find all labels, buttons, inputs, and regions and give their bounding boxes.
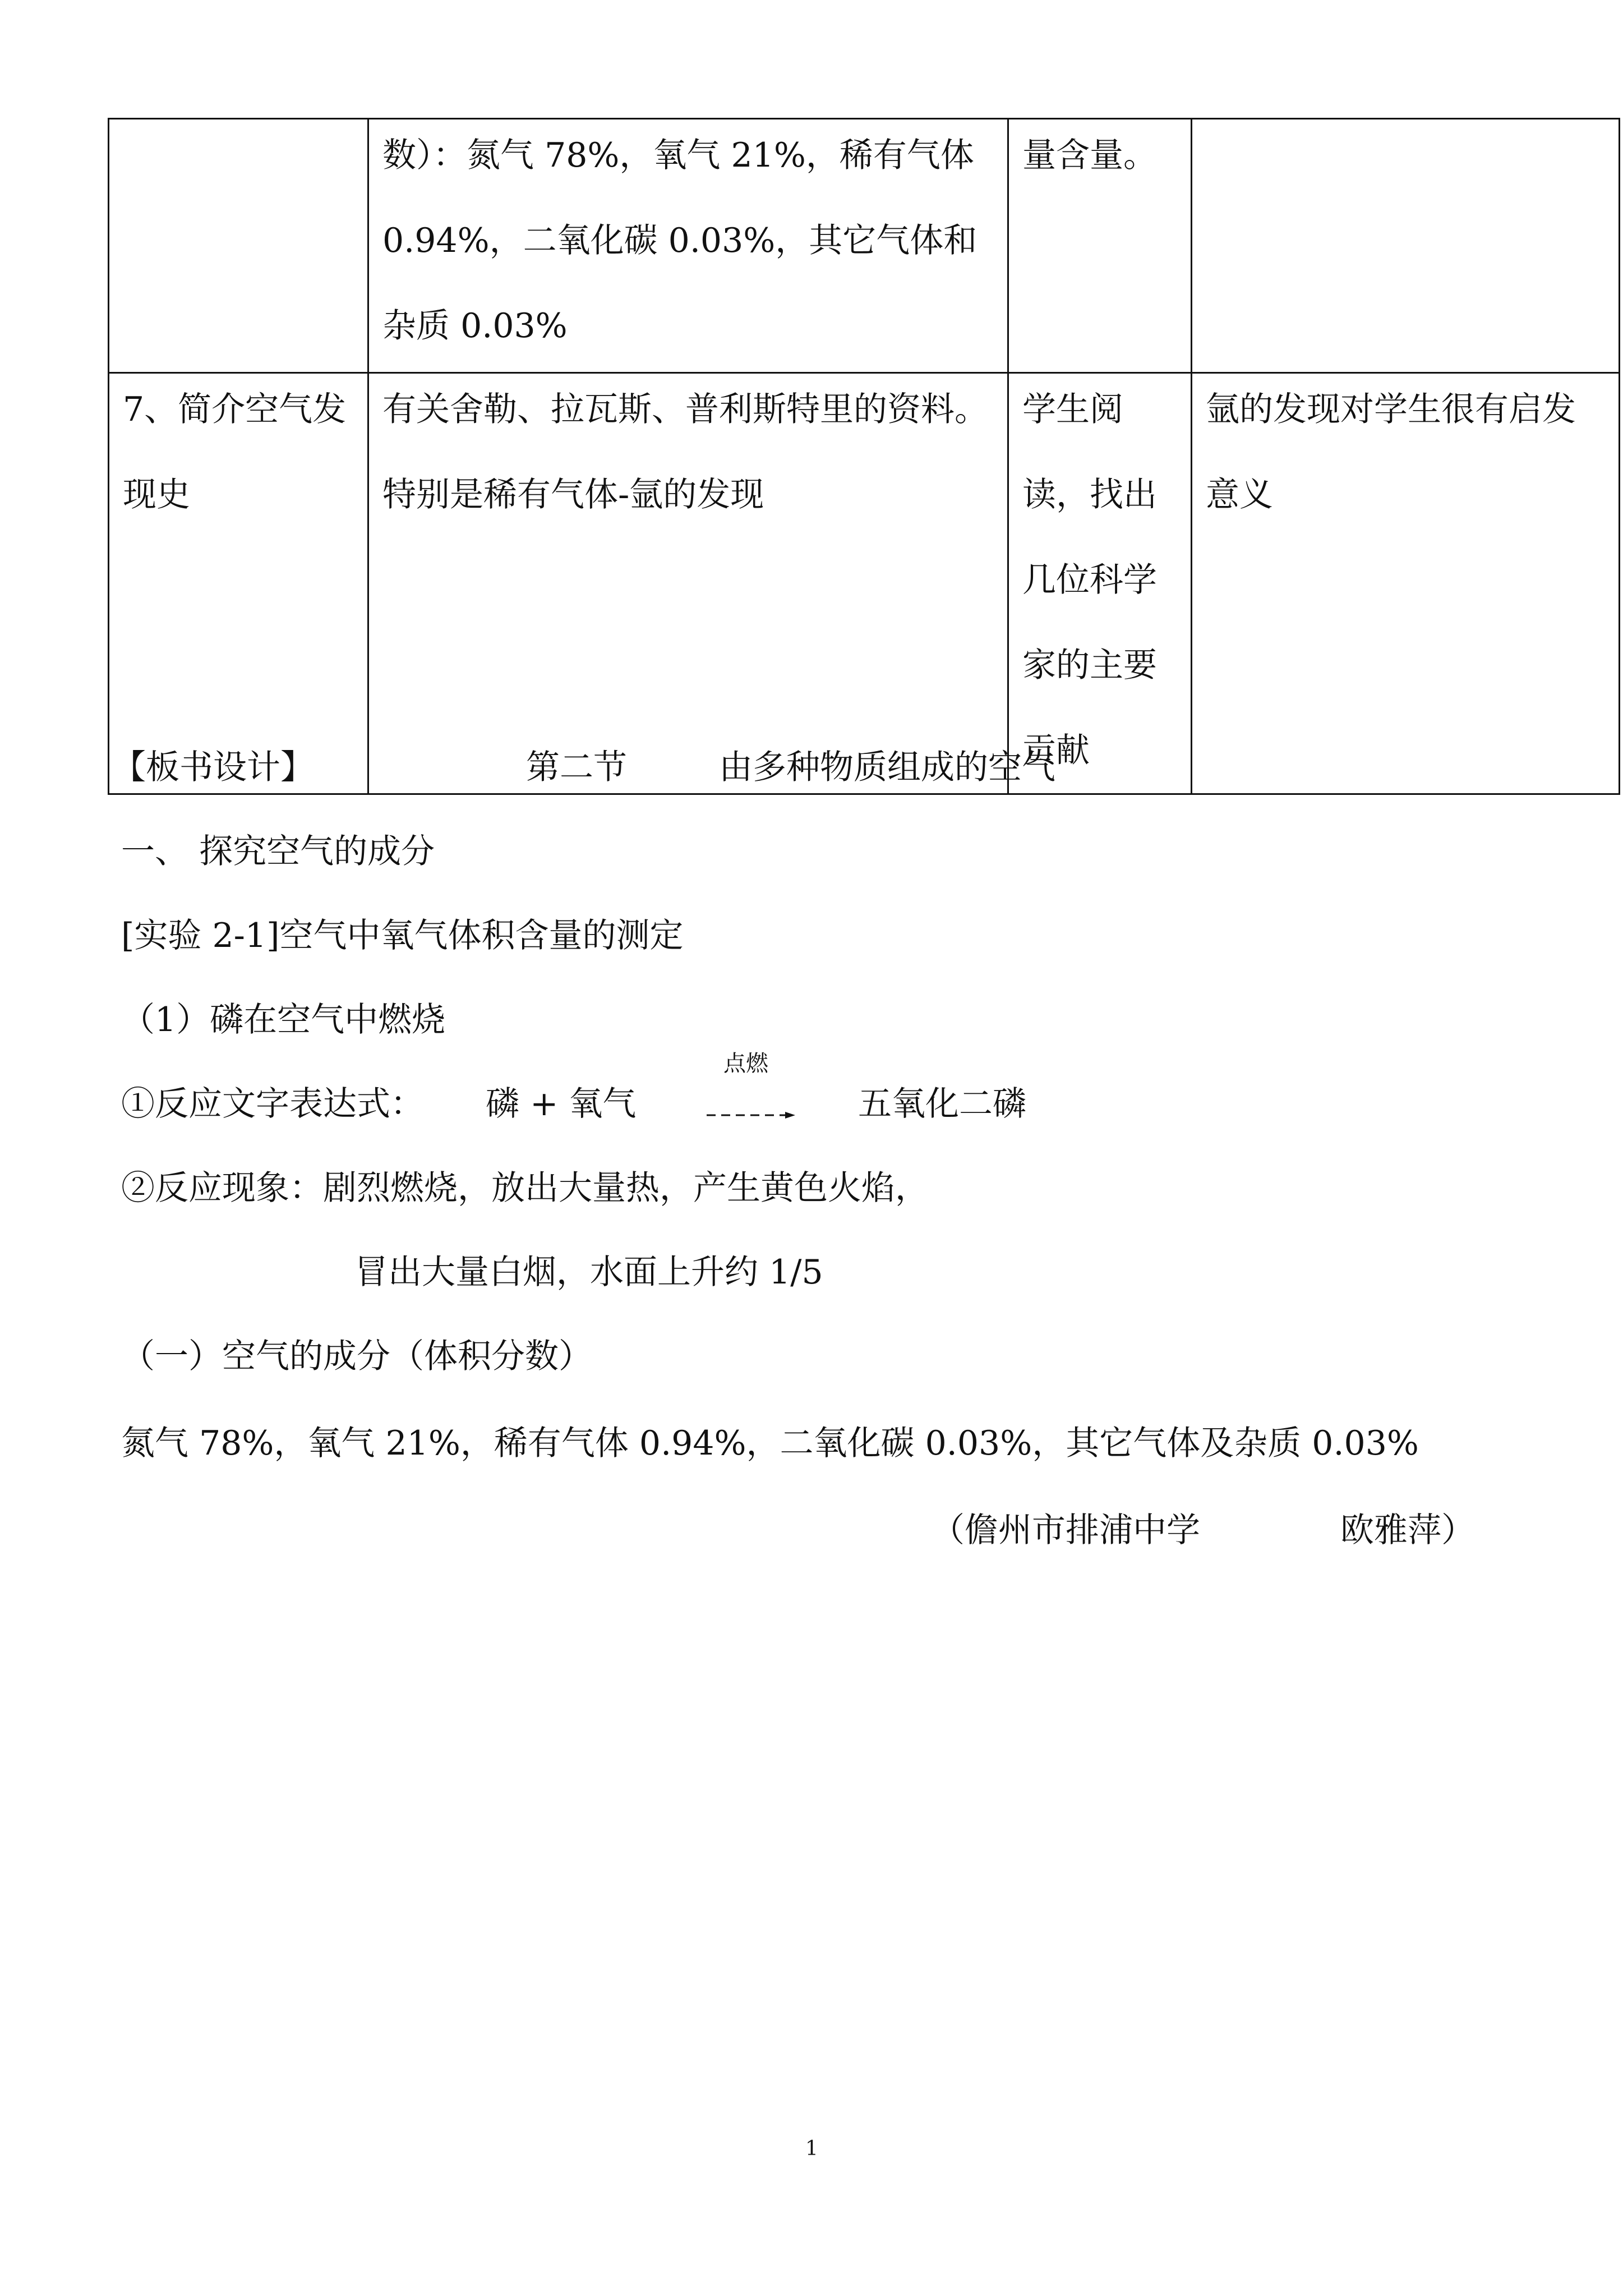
cell-text: 量含量。 (1022, 136, 1157, 175)
table-cell (368, 119, 1008, 373)
table-cell (1192, 119, 1620, 373)
experiment-title: [实验 2-1]空气中氧气体积含量的测定 (121, 916, 684, 955)
author-school: （儋州市排浦中学 (931, 1511, 1200, 1550)
section-title: 由多种物质组成的空气 (719, 748, 1055, 787)
subheading-composition: （一）空气的成分（体积分数） (121, 1337, 592, 1376)
table-cell (109, 119, 368, 373)
cell-text: 有关舍勒、拉瓦斯、普利斯特里的资料。特别是稀有气体-氩的发现 (382, 390, 988, 514)
table-row (109, 119, 1620, 373)
cell-text: 数）：氮气 78%，氧气 21%，稀有气体 0.94%，二氧化碳 0.03%，其它气体和杂质 0.03% (382, 136, 978, 346)
table-cell (1192, 373, 1620, 794)
equation-product: 五氧化二磷 (858, 1084, 1026, 1124)
table-cell (109, 373, 368, 794)
composition-text: 氮气 78%，氧气 21%，稀有气体 0.94%，二氧化碳 0.03%，其它气体及杂质 0.03% (121, 1424, 1419, 1463)
section-number: 第二节 (526, 748, 627, 787)
phenomenon-line-1: ②反应现象：剧烈燃烧，放出大量热，产生黄色火焰， (121, 1168, 929, 1208)
author-name: 欧雅萍） (1340, 1511, 1475, 1550)
cell-text: 氩的发现对学生很有启发意义 (1206, 390, 1576, 514)
reaction-arrow-icon (707, 1110, 796, 1121)
table-row (109, 373, 1620, 794)
cell-text: 学生阅读，找出几位科学家的主要贡献 (1022, 390, 1157, 770)
table-cell (1008, 119, 1192, 373)
board-design-label: 【板书设计】 (112, 748, 314, 787)
page-number: 1 (805, 2137, 818, 2160)
equation-reactants: 磷 + 氧气 (486, 1084, 637, 1124)
phenomenon-line-2: 冒出大量白烟，水面上升约 1/5 (354, 1253, 823, 1292)
table-cell (1008, 373, 1192, 794)
cell-text: 7、简介空气发现史 (123, 390, 347, 514)
lesson-table (108, 118, 1620, 795)
subheading-phosphorus: （1）磷在空气中燃烧 (121, 1000, 446, 1039)
equation-prefix: ①反应文字表达式： (121, 1084, 424, 1124)
reaction-condition: 点燃 (723, 1051, 768, 1076)
heading-explore: 一、 探究空气的成分 (121, 832, 435, 871)
table-cell (368, 373, 1008, 794)
